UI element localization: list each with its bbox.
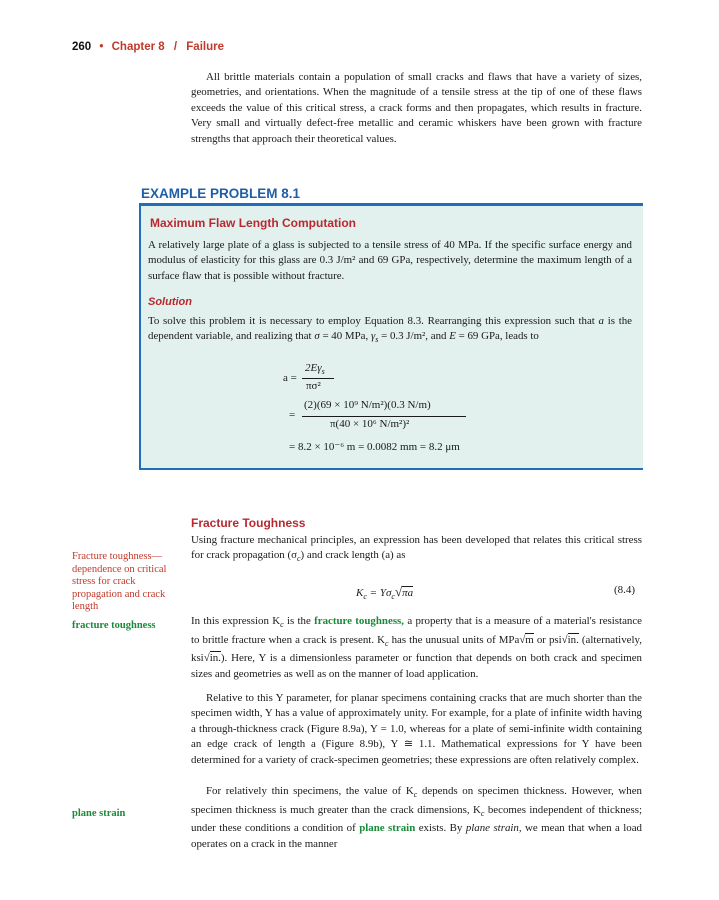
equation-number: (8.4) [614, 584, 636, 596]
intro-paragraph [191, 70, 642, 147]
solution-text: To solve this problem it is necessary to employ Equation 8.3. Rearranging this expression such that a is the dependent variable, and realizing that σ = 40 MPa, $\gamma_s = 0.3$ J/m², and E = 69 GPa, leads to [148, 315, 632, 345]
ft-paragraph-1: Using fracture mechanical principles, an expression has been developed that relates this critical stress for crack propagation $(\sigma_c)$ and crack length (a) as [191, 534, 642, 564]
keyword-fracture-toughness: fracture toughness, [314, 615, 405, 627]
ft-paragraph-4: For relatively thin specimens, the value of $K_c$ depends on specimen thickness. However, when specimen thickness is much greater than the crack dimensions, $K_c$ becomes independent of thickness; under these conditions a condition of plane strain exists. By plane strain, we mean that when a load operates on a crack in the manner [191, 785, 643, 850]
page-number: 260 [72, 41, 92, 53]
keyword-plane-strain: plane strain [359, 822, 416, 835]
equation-8-4: $K_c = Y\sigma_c√\pi a$ [356, 584, 414, 602]
example-title: Maximum Flaw Length Computation [150, 216, 356, 230]
eq1-numerator: $2E\gamma_s$ [305, 362, 325, 377]
example-problem: A relatively large plate of a glass is subjected to a tensile stress of 40 MPa. If the specific surface energy and modulus of elasticity for this glass are 0.3 J/m² and 69 GPa, respectively, determine the maximum length of a surface flaw that is possible without fracture. [148, 239, 632, 282]
solution-label: Solution [148, 296, 192, 308]
margin-note-plane-strain: plane strain [72, 808, 126, 819]
header-slash: / [173, 41, 178, 53]
margin-note-equation: Fracture toughness—dependence on critical stress for crack propagation and crack length [72, 551, 167, 612]
eq2-numerator: (2)(69 × 10⁹ N/m²)(0.3 N/m) [304, 399, 431, 411]
section-label: Failure [186, 41, 224, 53]
header-bullet: • [99, 41, 104, 53]
eq-lhs: a = [283, 372, 297, 384]
ft-paragraph-3: Relative to this Y parameter, for planar specimens containing cracks that are much shorter than the specimen width, Y has a value of approximately unity. For example, for a plate of infinite width having a through-thickness crack (Figure 8.9a), Y = 1.0, whereas for a plate of semi-infinite width containing an edge crack of length a (Figure 8.9b), Y ≅ 1.1. Mathematical expressions for Y have been determined for a variety of crack-specimen geometries; these expressions are often relatively complex. [191, 692, 642, 766]
example-label: EXAMPLE PROBLEM 8.1 [141, 186, 301, 201]
ft-paragraph-2: In this expression $K_c$ is the fracture toughness, a property that is a measure of a material's resistance to brittle fracture when a crack is present. $K_c$ has the unusual units of MPa√m or psi√in. (alternatively, ksi√in.). Here, Y is a dimensionless parameter or function that depends on both crack and specimen sizes and geometries as well as on the manner of load application. [191, 615, 643, 680]
eq2-fraction-bar [302, 416, 466, 417]
running-header [72, 41, 224, 53]
eq1-fraction-bar [302, 378, 334, 379]
eq3-result: = 8.2 × 10⁻⁶ m = 0.0082 mm = 8.2 μm [289, 441, 460, 453]
eq1-denominator: πσ² [306, 380, 321, 392]
margin-note-fracture-toughness: fracture toughness [72, 620, 156, 631]
section-title: Fracture Toughness [191, 516, 306, 530]
chapter-label: Chapter 8 [111, 41, 165, 53]
eq2-denominator: π(40 × 10⁶ N/m²)² [330, 418, 410, 430]
intro-text: All brittle materials contain a population of small cracks and flaws that have a variety of sizes, geometries, and orientations. When the magnitude of a tensile stress at the tip of one of these flaws exceeds the value of this critical stress, a crack forms and then propagates, which results in fracture. Very small and virtually defect-free metallic and ceramic whiskers have been grown with fracture strengths that approach their theoretical values. [191, 71, 642, 145]
eq2-equals: = [289, 409, 296, 421]
